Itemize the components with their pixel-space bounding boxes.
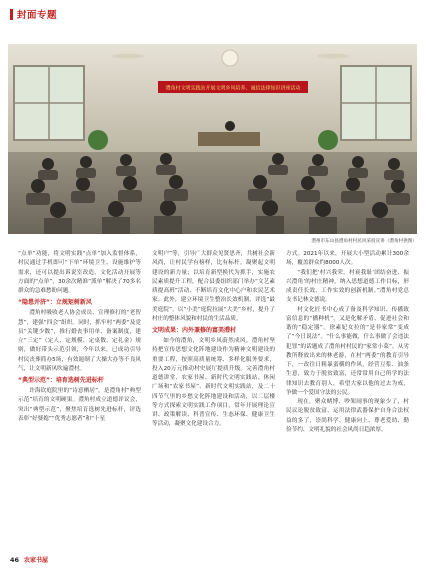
- photo-banner-text: 澧角村文明实践站开展文明乡风培养、诚信法律知识讲座活动: [165, 85, 301, 92]
- paragraph: 许海钦庭院里的“诗意栖居”，是澧角村“典型示范”培育的文明硬果。澧角村成立道德评议会，突出“典型示范”，聚焦培育选树先进标杆，评选表彰“好婆媳”“优秀志愿者”和“十星: [18, 388, 141, 422]
- paragraph: 如今的澧角，文明乡风蔚然成风。澧角村坚持把宣传思想文化阵地建设作为精神文明建设的重要工程，按照高质量统筹、多样化服务要求，投入20万元推动村史展厅提质升级。完善澧角村道德讲堂、农家书屋、新时代文明实践站、休闲广场和“农家书屋”、新时代文明实践站，及二十四节气里的乡愁文化阵地建设和活动，以二层楼等方式探索文明实践工作项目，常年开展理论宣讲、政策解读、科普宣传、生态环保、健康卫生等活动，凝聚文化建设合力。: [152, 338, 275, 428]
- page-number: 46: [10, 555, 20, 564]
- paragraph: 澧角村吸收老人协会成员、宣理修打的“老智慧”，建强“四会”组织。同时，抓牢村“两委”及党员“关键少数”，推行婚丧事用单、备案制度，建立“三定”（定人、定规模、定桌数、定礼金）规则，做好带头示范引领，今年以来，已成功引导村民丧葬简办5场，有效遏制了大操大办等不良风气，让文明新风吹遍澧村。: [18, 310, 141, 372]
- subheading: “典型示范”：培育选树先进标杆: [18, 377, 104, 384]
- section-header: [10, 7, 57, 21]
- magazine-name: 农家书屋: [24, 557, 49, 564]
- page-footer: [10, 555, 48, 564]
- paragraph: 方式。2021年以来，开展大小型活动累计300余场，覆盖群众约8000人次。: [286, 251, 409, 267]
- text-column-2: [152, 250, 275, 550]
- subheading: 文明成果：内外兼修的富美澧村: [152, 327, 237, 334]
- section-title: 封面专题: [17, 10, 58, 21]
- header-accent-bar: [10, 9, 13, 20]
- photo-caption: 澧州市东山县澧角村村民风采投宣讲（澧角村供图）: [311, 239, 417, 244]
- meeting-room-illustration: [8, 44, 417, 234]
- text-column-3: [286, 250, 409, 550]
- paragraph: 现在，聚众赌博、吵架闹事的现象少了，村民议论脱贫致富、运用法律武器保护自身合法权益的多了，崇尚科学、健康向上、尊老爱幼、勤俭节约、文明礼貌的社会风尚日趋浓厚。: [286, 399, 409, 433]
- subheading: “隐患并济”：立规矩树新风: [18, 299, 92, 307]
- paragraph: “我们把‘村兴我荣，村衰我耻’团结奋进、振兴澧角’的村庄精神，纳入思想道德工作目标，形成责任长效、工作实效的创新机制。”澧角村党总支书记林文德说。: [286, 269, 409, 304]
- paragraph: “点单”功能，将文明实践“点单”加入监督体系，村民通过手机即可“下单”环境卫生、设施维护等需求，还可以提出诉说室改造、文化活动开展等方面的“点单”，30余次精准“派单”解决了70多名群众的急难愁盼问题。: [18, 251, 141, 294]
- paragraph: 文明户”等，引导广大群众见贤思齐，共树社会新风尚，让村民学有榜样，比有标杆。凝聚起文明建设的新力量；以培育新型换代为抓手，实施农民素质提升工程，配合县委组织部门举办“文艺素质提高班”活动，不断培育文化中心户和农民艺术家。此外，建立环境卫生整治长效机制，评选“最美庭院”，以“小美”庭院拉展“大美”乡村，提升了村庄的整体风貌和村民的生活品质。: [152, 251, 275, 322]
- paragraph: 村文化匠书中心成了备及科学知识、传播致富信息的“播种机”，又是化解矛盾、促进社会和谐的“稳定器”。徐素妃女拉的“是非家常”变成了“今日说法”。“什么事能做，什么事做了会违法犯罪”的话题成了澧角村村民的“家常小菜”。从劣教所释放出来的林老游，在村“两委”的教育引导下，一改往日粗暴蛮横的作风，经营豆浆、油条生意，致力于脱贫致富，还常常用自己所学的法律知识去教育别人，希望大家以他的过去为戒，争做一个爱国守法的公民。: [286, 306, 409, 396]
- meeting-photo: [8, 44, 417, 234]
- text-column-1: [18, 250, 141, 550]
